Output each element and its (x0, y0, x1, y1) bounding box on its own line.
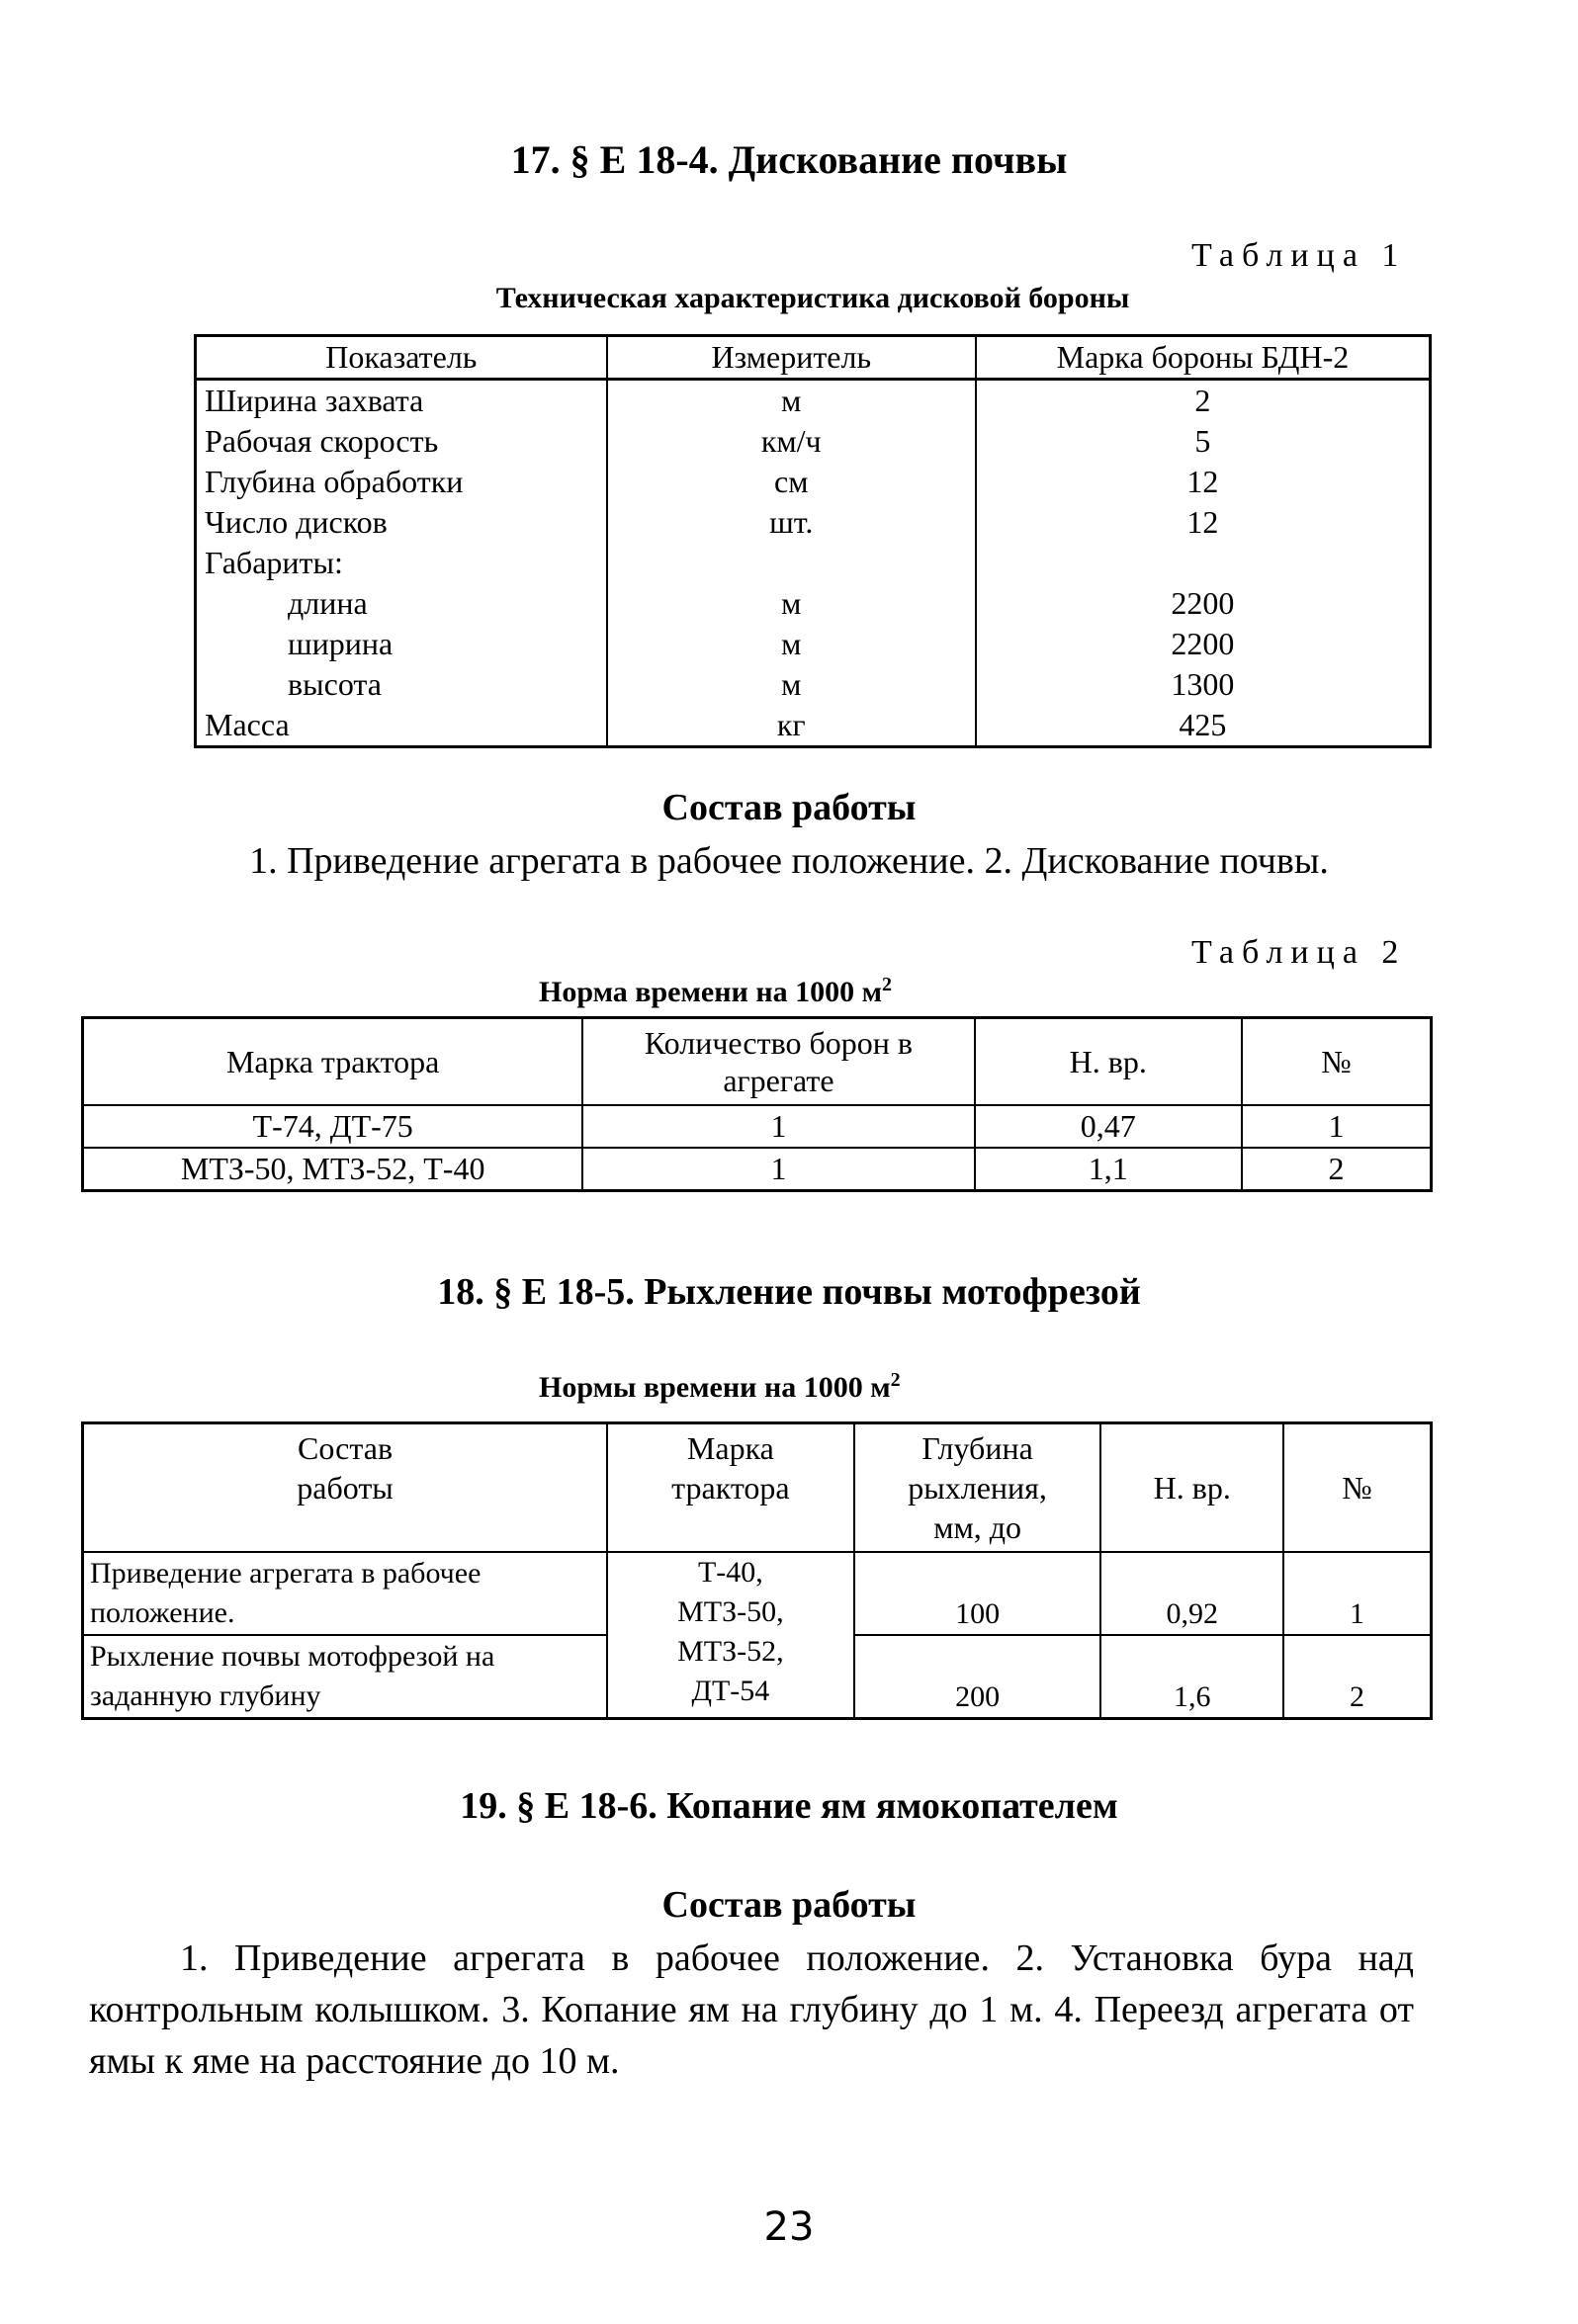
section-18-heading: 18. § Е 18-5. Рыхление почвы мотофрезой (437, 1271, 1141, 1313)
depth-cell: 100 (854, 1552, 1101, 1635)
table-row (83, 1105, 1432, 1148)
row-name: длина (196, 583, 607, 624)
table-2-label: Таблица 2 (1191, 934, 1407, 971)
count-cell: 1 (582, 1148, 974, 1191)
table-row (196, 462, 1431, 502)
work-item-cell: Рыхление почвы мотофрезой на заданную глубину (83, 1635, 608, 1719)
row-unit: шт. (607, 502, 976, 543)
number-cell: 1 (1283, 1552, 1432, 1635)
section-19-heading: 19. § Е 18-6. Копание ям ямокопателем (460, 1785, 1118, 1827)
column-header: Н. вр. (1100, 1423, 1282, 1553)
table-1-caption: Техническая характеристика дисковой бороны (495, 282, 1130, 314)
work-composition-title: Состав работы (661, 1884, 917, 1926)
table-header-row (83, 1423, 1432, 1553)
column-header: Н. вр. (975, 1018, 1242, 1106)
row-name: Масса (196, 705, 607, 747)
row-unit (607, 543, 976, 583)
row-value: 1300 (976, 664, 1431, 705)
time-norm-table-milling (81, 1421, 1433, 1720)
harrow-spec-table (194, 334, 1432, 748)
row-name: Габариты: (196, 543, 607, 583)
caption-superscript: 2 (890, 1369, 901, 1391)
row-unit: кг (607, 705, 976, 747)
column-header (854, 1423, 1101, 1553)
column-header (607, 1423, 854, 1553)
row-value: 425 (976, 705, 1431, 747)
column-header: Марка трактора (83, 1018, 583, 1106)
table-row (196, 380, 1431, 422)
row-unit: м (607, 583, 976, 624)
row-value: 2 (976, 380, 1431, 422)
column-header: Показатель (196, 336, 607, 380)
row-unit: м (607, 380, 976, 422)
tractor-cell: Т-74, ДТ-75 (83, 1105, 583, 1148)
row-unit: м (607, 664, 976, 705)
number-cell: 2 (1283, 1635, 1432, 1719)
table-row (196, 502, 1431, 543)
row-value: 5 (976, 421, 1431, 462)
norm-cell: 0,47 (975, 1105, 1242, 1148)
tractor-cell (607, 1552, 854, 1719)
table-2-caption (539, 974, 892, 1009)
work-composition-text: 1. Приведение агрегата в рабочее положение. 2. Дискование почвы. (249, 840, 1329, 882)
header-text: Состав работы (297, 1430, 394, 1506)
row-value: 2200 (976, 624, 1431, 664)
caption-text: Нормы времени на 1000 м (539, 1371, 891, 1404)
norm-cell: 1,6 (1100, 1635, 1282, 1719)
column-header: № (1283, 1423, 1432, 1553)
column-header: Измеритель (607, 336, 976, 380)
caption-text: Норма времени на 1000 м (539, 976, 883, 1008)
row-unit: км/ч (607, 421, 976, 462)
depth-cell: 200 (854, 1635, 1101, 1719)
column-header: № (1242, 1018, 1432, 1106)
row-name: Ширина захвата (196, 380, 607, 422)
norm-cell: 0,92 (1100, 1552, 1282, 1635)
header-text: Глубина рыхления, мм, до (908, 1430, 1047, 1545)
row-value: 2200 (976, 583, 1431, 624)
row-value: 12 (976, 462, 1431, 502)
row-unit: см (607, 462, 976, 502)
row-name: Число дисков (196, 502, 607, 543)
caption-superscript: 2 (882, 974, 893, 995)
table-row (196, 543, 1431, 583)
table-row (196, 421, 1431, 462)
table-row (196, 705, 1431, 747)
table-row (196, 664, 1431, 705)
column-header (83, 1423, 608, 1553)
column-header: Количество борон в агрегате (582, 1018, 974, 1106)
table-row (83, 1552, 1432, 1635)
row-value: 12 (976, 502, 1431, 543)
page-number: 23 (763, 2204, 815, 2250)
row-name: Глубина обработки (196, 462, 607, 502)
work-composition-title: Состав работы (661, 787, 917, 828)
row-name: Рабочая скорость (196, 421, 607, 462)
time-norm-table-disking (81, 1016, 1433, 1192)
work-item-cell: Приведение агрегата в рабочее положение. (83, 1552, 608, 1635)
header-text: Марка трактора (671, 1430, 790, 1506)
number-cell: 2 (1242, 1148, 1432, 1191)
row-value (976, 543, 1431, 583)
table-row (196, 624, 1431, 664)
count-cell: 1 (582, 1105, 974, 1148)
column-header: Марка бороны БДН-2 (976, 336, 1431, 380)
row-name: высота (196, 664, 607, 705)
table-row (83, 1148, 1432, 1191)
work-composition-text: 1. Приведение агрегата в рабочее положение. 2. Установка бура над контрольным колышком. 3. Копание ям на глубину до 1 м. 4. Переезд агрегата от ямы к яме на расстояние до 10 м. (89, 1937, 1414, 2082)
table-row (196, 583, 1431, 624)
tractor-text: Т-40, МТЗ-50, МТЗ-52, ДТ-54 (677, 1556, 784, 1707)
table-header-row (196, 336, 1431, 380)
norm-cell: 1,1 (975, 1148, 1242, 1191)
section-17-heading: 17. § Е 18-4. Дискование почвы (510, 137, 1068, 182)
table-3-caption (539, 1369, 901, 1405)
row-unit: м (607, 624, 976, 664)
table-1-label: Таблица 1 (1191, 237, 1407, 274)
table-header-row (83, 1018, 1432, 1106)
tractor-cell: МТЗ-50, МТЗ-52, Т-40 (83, 1148, 583, 1191)
row-name: ширина (196, 624, 607, 664)
number-cell: 1 (1242, 1105, 1432, 1148)
